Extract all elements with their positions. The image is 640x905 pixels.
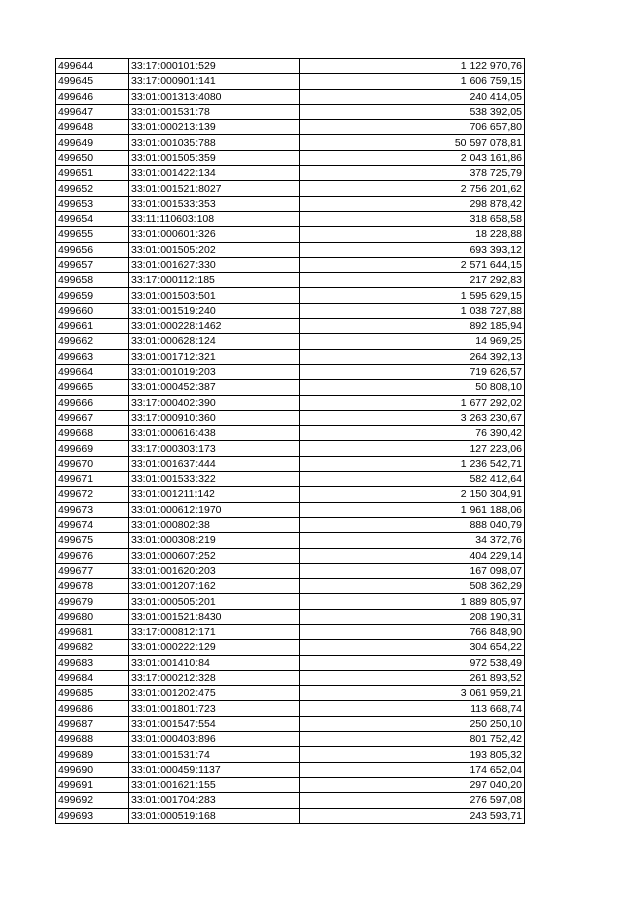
cadastral-number-cell: 33:01:001637:444 xyxy=(129,456,300,471)
row-id-cell: 499649 xyxy=(56,135,129,150)
cadastral-number-cell: 33:01:000601:326 xyxy=(129,227,300,242)
cadastral-number-cell: 33:01:000607:252 xyxy=(129,548,300,563)
table-row xyxy=(56,655,525,670)
value-cell: 14 969,25 xyxy=(300,334,525,349)
cadastral-number-cell: 33:01:001519:240 xyxy=(129,303,300,318)
row-id-cell: 499692 xyxy=(56,793,129,808)
table-body xyxy=(56,59,525,824)
table-row xyxy=(56,59,525,74)
value-cell: 127 223,06 xyxy=(300,441,525,456)
table-row xyxy=(56,227,525,242)
row-id-cell: 499689 xyxy=(56,747,129,762)
cadastral-number-cell: 33:01:000228:1462 xyxy=(129,319,300,334)
row-id-cell: 499680 xyxy=(56,609,129,624)
value-cell: 76 390,42 xyxy=(300,426,525,441)
row-id-cell: 499681 xyxy=(56,624,129,639)
table-row xyxy=(56,533,525,548)
table-row xyxy=(56,135,525,150)
row-id-cell: 499691 xyxy=(56,777,129,792)
cadastral-number-cell: 33:11:110603:108 xyxy=(129,211,300,226)
table-row xyxy=(56,686,525,701)
value-cell: 113 668,74 xyxy=(300,701,525,716)
cadastral-number-cell: 33:01:001704:283 xyxy=(129,793,300,808)
cadastral-number-cell: 33:01:000308:219 xyxy=(129,533,300,548)
table-row xyxy=(56,777,525,792)
value-cell: 243 593,71 xyxy=(300,808,525,823)
cadastral-number-cell: 33:01:000505:201 xyxy=(129,594,300,609)
cadastral-number-cell: 33:01:000628:124 xyxy=(129,334,300,349)
cadastral-number-cell: 33:01:001521:8027 xyxy=(129,181,300,196)
table-row xyxy=(56,747,525,762)
value-cell: 250 250,10 xyxy=(300,716,525,731)
cadastral-number-cell: 33:17:000910:360 xyxy=(129,410,300,425)
row-id-cell: 499657 xyxy=(56,257,129,272)
row-id-cell: 499664 xyxy=(56,364,129,379)
table-row xyxy=(56,349,525,364)
cadastral-number-cell: 33:17:000212:328 xyxy=(129,670,300,685)
cadastral-number-cell: 33:01:001505:202 xyxy=(129,242,300,257)
table-row xyxy=(56,563,525,578)
row-id-cell: 499654 xyxy=(56,211,129,226)
value-cell: 1 038 727,88 xyxy=(300,303,525,318)
value-cell: 298 878,42 xyxy=(300,196,525,211)
row-id-cell: 499671 xyxy=(56,472,129,487)
row-id-cell: 499666 xyxy=(56,395,129,410)
cadastral-number-cell: 33:01:000222:129 xyxy=(129,640,300,655)
table-row xyxy=(56,732,525,747)
value-cell: 801 752,42 xyxy=(300,732,525,747)
row-id-cell: 499675 xyxy=(56,533,129,548)
cadastral-number-cell: 33:17:000402:390 xyxy=(129,395,300,410)
cadastral-number-cell: 33:01:001547:554 xyxy=(129,716,300,731)
table-row xyxy=(56,104,525,119)
table-row xyxy=(56,395,525,410)
data-table xyxy=(55,58,525,824)
row-id-cell: 499679 xyxy=(56,594,129,609)
cadastral-number-cell: 33:01:001019:203 xyxy=(129,364,300,379)
cadastral-number-cell: 33:01:000519:168 xyxy=(129,808,300,823)
row-id-cell: 499690 xyxy=(56,762,129,777)
value-cell: 378 725,79 xyxy=(300,166,525,181)
cadastral-number-cell: 33:01:001620:203 xyxy=(129,563,300,578)
value-cell: 217 292,83 xyxy=(300,273,525,288)
table-row xyxy=(56,502,525,517)
row-id-cell: 499648 xyxy=(56,120,129,135)
table-row xyxy=(56,441,525,456)
cadastral-number-cell: 33:01:001410:84 xyxy=(129,655,300,670)
table-row xyxy=(56,762,525,777)
table-row xyxy=(56,150,525,165)
value-cell: 1 677 292,02 xyxy=(300,395,525,410)
row-id-cell: 499684 xyxy=(56,670,129,685)
table-row xyxy=(56,548,525,563)
table-row xyxy=(56,257,525,272)
value-cell: 2 150 304,91 xyxy=(300,487,525,502)
cadastral-number-cell: 33:01:001503:501 xyxy=(129,288,300,303)
row-id-cell: 499645 xyxy=(56,74,129,89)
cadastral-number-cell: 33:01:001521:8430 xyxy=(129,609,300,624)
cadastral-number-cell: 33:01:001211:142 xyxy=(129,487,300,502)
value-cell: 508 362,29 xyxy=(300,579,525,594)
table-row xyxy=(56,196,525,211)
value-cell: 261 893,52 xyxy=(300,670,525,685)
cadastral-number-cell: 33:01:001313:4080 xyxy=(129,89,300,104)
table-row xyxy=(56,120,525,135)
value-cell: 582 412,64 xyxy=(300,472,525,487)
table-row xyxy=(56,808,525,823)
value-cell: 1 889 805,97 xyxy=(300,594,525,609)
cadastral-number-cell: 33:01:000403:896 xyxy=(129,732,300,747)
row-id-cell: 499661 xyxy=(56,319,129,334)
value-cell: 264 392,13 xyxy=(300,349,525,364)
value-cell: 2 043 161,86 xyxy=(300,150,525,165)
row-id-cell: 499650 xyxy=(56,150,129,165)
cadastral-number-cell: 33:01:001531:74 xyxy=(129,747,300,762)
cadastral-number-cell: 33:01:001533:353 xyxy=(129,196,300,211)
value-cell: 888 040,79 xyxy=(300,517,525,532)
cadastral-number-cell: 33:01:001422:134 xyxy=(129,166,300,181)
table-row xyxy=(56,319,525,334)
value-cell: 1 961 188,06 xyxy=(300,502,525,517)
value-cell: 538 392,05 xyxy=(300,104,525,119)
row-id-cell: 499658 xyxy=(56,273,129,288)
cadastral-number-cell: 33:17:000101:529 xyxy=(129,59,300,74)
row-id-cell: 499662 xyxy=(56,334,129,349)
row-id-cell: 499678 xyxy=(56,579,129,594)
value-cell: 1 606 759,15 xyxy=(300,74,525,89)
row-id-cell: 499647 xyxy=(56,104,129,119)
value-cell: 719 626,57 xyxy=(300,364,525,379)
row-id-cell: 499673 xyxy=(56,502,129,517)
value-cell: 174 652,04 xyxy=(300,762,525,777)
row-id-cell: 499653 xyxy=(56,196,129,211)
row-id-cell: 499683 xyxy=(56,655,129,670)
value-cell: 1 595 629,15 xyxy=(300,288,525,303)
table-row xyxy=(56,380,525,395)
table-row xyxy=(56,74,525,89)
table-row xyxy=(56,334,525,349)
row-id-cell: 499652 xyxy=(56,181,129,196)
table-row xyxy=(56,303,525,318)
value-cell: 892 185,94 xyxy=(300,319,525,334)
value-cell: 167 098,07 xyxy=(300,563,525,578)
cadastral-number-cell: 33:01:000213:139 xyxy=(129,120,300,135)
row-id-cell: 499668 xyxy=(56,426,129,441)
value-cell: 693 393,12 xyxy=(300,242,525,257)
cadastral-number-cell: 33:01:000452:387 xyxy=(129,380,300,395)
row-id-cell: 499687 xyxy=(56,716,129,731)
cadastral-number-cell: 33:01:000616:438 xyxy=(129,426,300,441)
cadastral-number-cell: 33:01:001533:322 xyxy=(129,472,300,487)
row-id-cell: 499644 xyxy=(56,59,129,74)
table-row xyxy=(56,640,525,655)
row-id-cell: 499682 xyxy=(56,640,129,655)
value-cell: 404 229,14 xyxy=(300,548,525,563)
value-cell: 3 061 959,21 xyxy=(300,686,525,701)
row-id-cell: 499651 xyxy=(56,166,129,181)
row-id-cell: 499660 xyxy=(56,303,129,318)
value-cell: 3 263 230,67 xyxy=(300,410,525,425)
value-cell: 766 848,90 xyxy=(300,624,525,639)
table-row xyxy=(56,716,525,731)
row-id-cell: 499686 xyxy=(56,701,129,716)
table-row xyxy=(56,670,525,685)
cadastral-number-cell: 33:01:001202:475 xyxy=(129,686,300,701)
table-row xyxy=(56,701,525,716)
value-cell: 1 122 970,76 xyxy=(300,59,525,74)
cadastral-number-cell: 33:01:001505:359 xyxy=(129,150,300,165)
table-row xyxy=(56,166,525,181)
cadastral-number-cell: 33:01:000459:1137 xyxy=(129,762,300,777)
table-row xyxy=(56,288,525,303)
cadastral-number-cell: 33:01:000612:1970 xyxy=(129,502,300,517)
cadastral-number-cell: 33:17:000812:171 xyxy=(129,624,300,639)
value-cell: 972 538,49 xyxy=(300,655,525,670)
row-id-cell: 499659 xyxy=(56,288,129,303)
cadastral-number-cell: 33:01:001531:78 xyxy=(129,104,300,119)
table-row xyxy=(56,624,525,639)
row-id-cell: 499667 xyxy=(56,410,129,425)
row-id-cell: 499685 xyxy=(56,686,129,701)
value-cell: 50 597 078,81 xyxy=(300,135,525,150)
table-row xyxy=(56,364,525,379)
table-row xyxy=(56,609,525,624)
row-id-cell: 499656 xyxy=(56,242,129,257)
table-row xyxy=(56,181,525,196)
value-cell: 2 571 644,15 xyxy=(300,257,525,272)
table-row xyxy=(56,487,525,502)
value-cell: 706 657,80 xyxy=(300,120,525,135)
row-id-cell: 499674 xyxy=(56,517,129,532)
row-id-cell: 499665 xyxy=(56,380,129,395)
cadastral-number-cell: 33:01:001801:723 xyxy=(129,701,300,716)
value-cell: 18 228,88 xyxy=(300,227,525,242)
cadastral-number-cell: 33:01:001627:330 xyxy=(129,257,300,272)
cadastral-number-cell: 33:01:001207:162 xyxy=(129,579,300,594)
value-cell: 2 756 201,62 xyxy=(300,181,525,196)
row-id-cell: 499670 xyxy=(56,456,129,471)
cadastral-number-cell: 33:01:001035:788 xyxy=(129,135,300,150)
table-row xyxy=(56,594,525,609)
table-row xyxy=(56,273,525,288)
value-cell: 276 597,08 xyxy=(300,793,525,808)
table-row xyxy=(56,579,525,594)
row-id-cell: 499676 xyxy=(56,548,129,563)
cadastral-number-cell: 33:01:000802:38 xyxy=(129,517,300,532)
row-id-cell: 499646 xyxy=(56,89,129,104)
row-id-cell: 499663 xyxy=(56,349,129,364)
row-id-cell: 499669 xyxy=(56,441,129,456)
table-row xyxy=(56,517,525,532)
value-cell: 208 190,31 xyxy=(300,609,525,624)
table-row xyxy=(56,426,525,441)
table-row xyxy=(56,410,525,425)
table-row xyxy=(56,242,525,257)
value-cell: 193 805,32 xyxy=(300,747,525,762)
cadastral-number-cell: 33:17:000303:173 xyxy=(129,441,300,456)
value-cell: 34 372,76 xyxy=(300,533,525,548)
row-id-cell: 499655 xyxy=(56,227,129,242)
value-cell: 50 808,10 xyxy=(300,380,525,395)
cadastral-number-cell: 33:17:000901:141 xyxy=(129,74,300,89)
row-id-cell: 499693 xyxy=(56,808,129,823)
row-id-cell: 499688 xyxy=(56,732,129,747)
value-cell: 1 236 542,71 xyxy=(300,456,525,471)
table-row xyxy=(56,456,525,471)
value-cell: 318 658,58 xyxy=(300,211,525,226)
value-cell: 304 654,22 xyxy=(300,640,525,655)
value-cell: 297 040,20 xyxy=(300,777,525,792)
cadastral-number-cell: 33:17:000112:185 xyxy=(129,273,300,288)
row-id-cell: 499672 xyxy=(56,487,129,502)
row-id-cell: 499677 xyxy=(56,563,129,578)
cadastral-number-cell: 33:01:001621:155 xyxy=(129,777,300,792)
table-row xyxy=(56,793,525,808)
table-row xyxy=(56,211,525,226)
value-cell: 240 414,05 xyxy=(300,89,525,104)
cadastral-number-cell: 33:01:001712:321 xyxy=(129,349,300,364)
table-row xyxy=(56,89,525,104)
table-row xyxy=(56,472,525,487)
